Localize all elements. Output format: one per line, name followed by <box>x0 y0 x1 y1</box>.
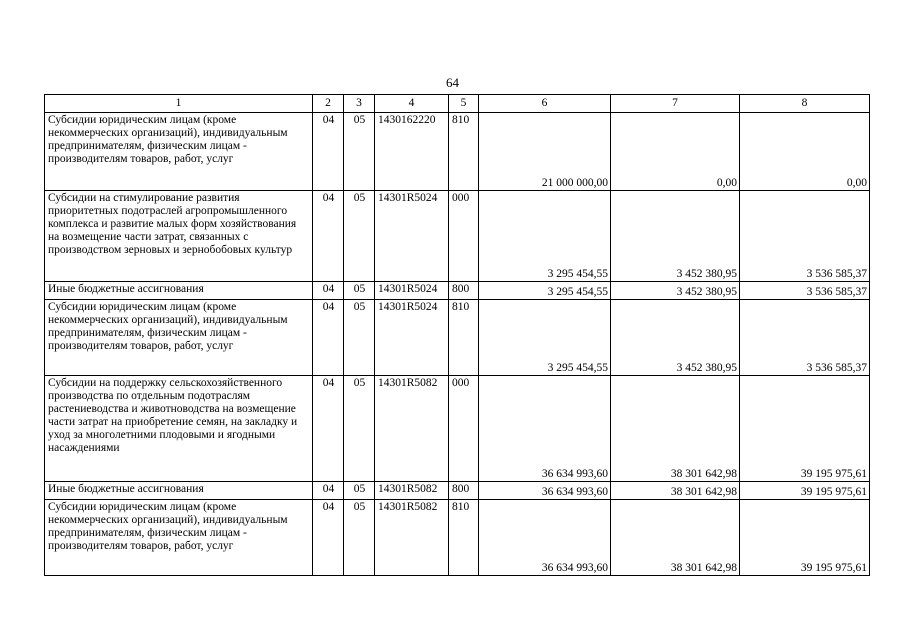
expense-type-code: 800 <box>449 482 479 500</box>
target-article-code: 1430162220 <box>375 113 449 191</box>
subsection-code: 05 <box>344 376 375 482</box>
amount-col-8: 0,00 <box>740 113 870 191</box>
column-header: 6 <box>479 95 611 113</box>
table-row <box>45 300 870 376</box>
amount-col-8: 39 195 975,61 <box>740 500 870 576</box>
row-description: Иные бюджетные ассигнования <box>45 482 313 500</box>
section-code: 04 <box>313 500 344 576</box>
table-header-row <box>45 95 870 113</box>
expense-type-code: 810 <box>449 500 479 576</box>
row-description: Иные бюджетные ассигнования <box>45 282 313 300</box>
amount-col-8: 3 536 585,37 <box>740 191 870 282</box>
row-description: Субсидии юридическим лицам (кроме некоммерческих организаций), индивидуальным предпринимателям, физическим лицам - производителям товаров, работ, услуг <box>45 500 313 576</box>
page-number: 64 <box>446 75 459 90</box>
section-code: 04 <box>313 376 344 482</box>
subsection-code: 05 <box>344 482 375 500</box>
amount-col-6: 3 295 454,55 <box>479 300 611 376</box>
expense-type-code: 000 <box>449 376 479 482</box>
target-article-code: 14301R5082 <box>375 482 449 500</box>
amount-col-6: 36 634 993,60 <box>479 376 611 482</box>
column-header: 3 <box>344 95 375 113</box>
amount-col-6: 36 634 993,60 <box>479 500 611 576</box>
amount-col-7: 38 301 642,98 <box>611 482 740 500</box>
row-description: Субсидии на стимулирование развития приоритетных подотраслей агропромышленного комплекса и развитие малых форм хозяйствования на возмещение части затрат, связанных с производством зерновых и зернобобовых культур <box>45 191 313 282</box>
table-row <box>45 113 870 191</box>
subsection-code: 05 <box>344 113 375 191</box>
subsection-code: 05 <box>344 191 375 282</box>
budget-table <box>44 94 870 576</box>
column-header: 4 <box>375 95 449 113</box>
expense-type-code: 810 <box>449 113 479 191</box>
column-header: 7 <box>611 95 740 113</box>
amount-col-6: 21 000 000,00 <box>479 113 611 191</box>
section-code: 04 <box>313 300 344 376</box>
target-article-code: 14301R5024 <box>375 300 449 376</box>
amount-col-6: 3 295 454,55 <box>479 191 611 282</box>
row-description: Субсидии юридическим лицам (кроме некоммерческих организаций), индивидуальным предпринимателям, физическим лицам - производителям товаров, работ, услуг <box>45 300 313 376</box>
amount-col-7: 3 452 380,95 <box>611 191 740 282</box>
table-row <box>45 376 870 482</box>
column-header: 2 <box>313 95 344 113</box>
amount-col-8: 3 536 585,37 <box>740 300 870 376</box>
table-row <box>45 500 870 576</box>
amount-col-8: 39 195 975,61 <box>740 482 870 500</box>
section-code: 04 <box>313 482 344 500</box>
table-row <box>45 482 870 500</box>
amount-col-7: 38 301 642,98 <box>611 500 740 576</box>
amount-col-8: 39 195 975,61 <box>740 376 870 482</box>
amount-col-7: 38 301 642,98 <box>611 376 740 482</box>
target-article-code: 14301R5024 <box>375 282 449 300</box>
amount-col-7: 0,00 <box>611 113 740 191</box>
amount-col-8: 3 536 585,37 <box>740 282 870 300</box>
target-article-code: 14301R5024 <box>375 191 449 282</box>
amount-col-6: 36 634 993,60 <box>479 482 611 500</box>
target-article-code: 14301R5082 <box>375 500 449 576</box>
expense-type-code: 800 <box>449 282 479 300</box>
subsection-code: 05 <box>344 300 375 376</box>
subsection-code: 05 <box>344 282 375 300</box>
table-row <box>45 191 870 282</box>
amount-col-7: 3 452 380,95 <box>611 282 740 300</box>
table-row <box>45 282 870 300</box>
amount-col-7: 3 452 380,95 <box>611 300 740 376</box>
expense-type-code: 810 <box>449 300 479 376</box>
expense-type-code: 000 <box>449 191 479 282</box>
section-code: 04 <box>313 282 344 300</box>
row-description: Субсидии на поддержку сельскохозяйственного производства по отдельным подотраслям растениеводства и животноводства на возмещение части затрат на приобретение семян, на закладку и уход за многолетними плодовыми и ягодными насаждениями <box>45 376 313 482</box>
section-code: 04 <box>313 113 344 191</box>
amount-col-6: 3 295 454,55 <box>479 282 611 300</box>
target-article-code: 14301R5082 <box>375 376 449 482</box>
subsection-code: 05 <box>344 500 375 576</box>
column-header: 1 <box>45 95 313 113</box>
row-description: Субсидии юридическим лицам (кроме некоммерческих организаций), индивидуальным предпринимателям, физическим лицам - производителям товаров, работ, услуг <box>45 113 313 191</box>
column-header: 8 <box>740 95 870 113</box>
section-code: 04 <box>313 191 344 282</box>
column-header: 5 <box>449 95 479 113</box>
